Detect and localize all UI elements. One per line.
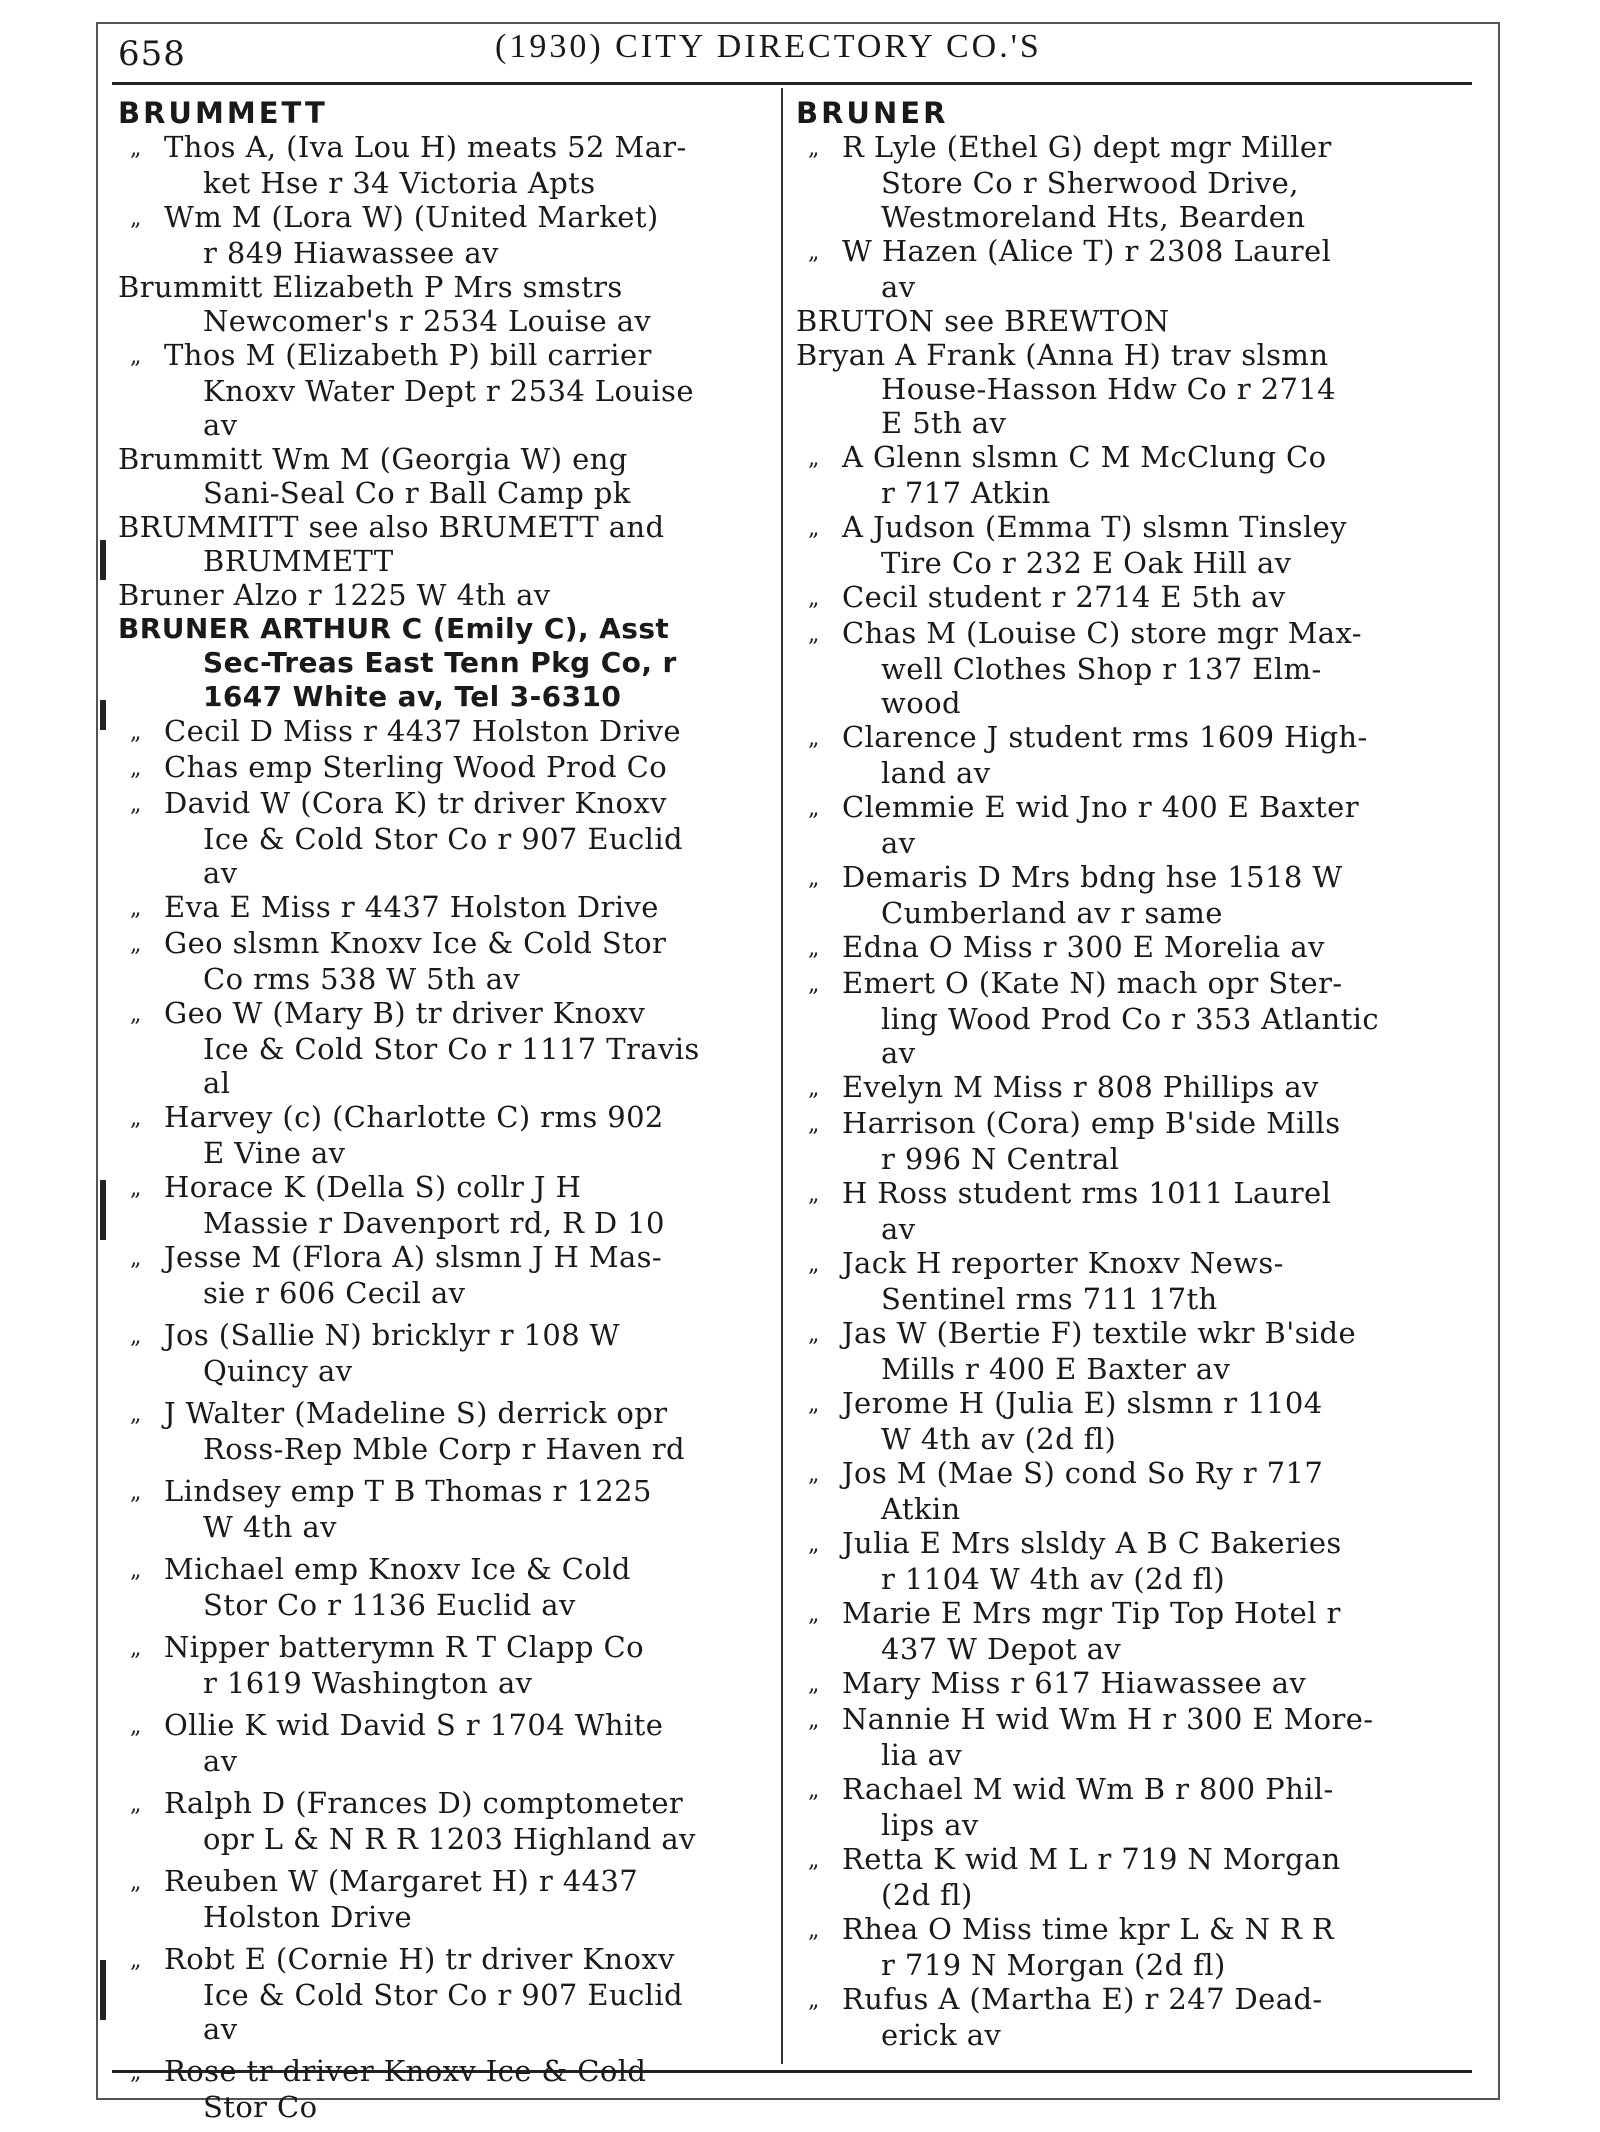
entry-continuation: Ice & Cold Stor Co r 907 Euclid — [203, 822, 683, 856]
entry-line: „ R Lyle (Ethel G) dept mgr Miller — [808, 130, 1332, 164]
directory-entry — [796, 1596, 1456, 1666]
entry-line: BRUMMITT see also BRUMETT and — [118, 510, 665, 544]
ditto-mark: „ — [130, 1870, 142, 1895]
directory-entry — [796, 860, 1456, 930]
entry-gap — [118, 1778, 766, 1786]
directory-entry — [796, 1246, 1456, 1316]
entry-gap — [118, 2124, 766, 2132]
entry-line: „ Jack H reporter Knoxv News- — [808, 1246, 1284, 1280]
directory-entry — [118, 996, 766, 1100]
entry-line: „ Clarence J student rms 1609 High- — [808, 720, 1368, 754]
directory-entry — [118, 1630, 766, 1700]
ditto-mark: „ — [808, 622, 820, 647]
directory-entry — [118, 1240, 766, 1310]
entry-continuation: lips av — [881, 1808, 979, 1842]
margin-mark — [100, 1960, 106, 2020]
entry-gap — [118, 1388, 766, 1396]
entry-continuation: Cumberland av r same — [881, 896, 1223, 930]
ditto-mark: „ — [808, 1602, 820, 1627]
ditto-mark: „ — [130, 1714, 142, 1739]
entry-line: „ Geo W (Mary B) tr driver Knoxv — [130, 996, 646, 1030]
entry-line: Bryan A Frank (Anna H) trav slsmn — [796, 338, 1329, 372]
ditto-mark: „ — [808, 586, 820, 611]
entry-continuation: r 719 N Morgan (2d fl) — [881, 1948, 1226, 1982]
entry-line: „ H Ross student rms 1011 Laurel — [808, 1176, 1332, 1210]
directory-entry — [796, 304, 1456, 338]
entry-continuation: opr L & N R R 1203 Highland av — [203, 1822, 696, 1856]
entry-line: „ Wm M (Lora W) (United Market) — [130, 200, 659, 234]
entry-line: „ Marie E Mrs mgr Tip Top Hotel r — [808, 1596, 1341, 1630]
directory-entry — [118, 130, 766, 200]
entry-continuation: av — [203, 2012, 238, 2046]
entry-continuation: av — [881, 826, 916, 860]
directory-entry — [796, 234, 1456, 304]
entry-continuation: Sec-Treas East Tenn Pkg Co, r — [203, 646, 677, 679]
entry-line: „ J Walter (Madeline S) derrick opr — [130, 1396, 668, 1430]
entry-continuation: Sani-Seal Co r Ball Camp pk — [203, 476, 631, 510]
ditto-mark: „ — [808, 1988, 820, 2013]
entry-continuation: r 1104 W 4th av (2d fl) — [881, 1562, 1226, 1596]
directory-entry — [118, 270, 766, 338]
entry-line: „ Thos M (Elizabeth P) bill carrier — [130, 338, 652, 372]
directory-entry — [796, 790, 1456, 860]
entry-gap — [118, 1622, 766, 1630]
directory-entry — [118, 338, 766, 442]
entry-line: „ Nipper batterymn R T Clapp Co — [130, 1630, 644, 1664]
left-column — [118, 96, 766, 2132]
ditto-mark: „ — [130, 1324, 142, 1349]
ditto-mark: „ — [808, 1112, 820, 1137]
ditto-mark: „ — [808, 1532, 820, 1557]
directory-entry — [118, 1170, 766, 1240]
entry-line: BRUNER ARTHUR C (Emily C), Asst — [118, 612, 670, 645]
column-divider — [781, 88, 783, 2064]
ditto-mark: „ — [130, 896, 142, 921]
entry-line: „ Reuben W (Margaret H) r 4437 — [130, 1864, 639, 1898]
entry-continuation: E Vine av — [203, 1136, 346, 1170]
entry-line: „ Nannie H wid Wm H r 300 E More- — [808, 1702, 1374, 1736]
entry-line: „ Harrison (Cora) emp B'side Mills — [808, 1106, 1341, 1140]
entry-continuation: wood — [881, 686, 961, 720]
ditto-mark: „ — [808, 1322, 820, 1347]
ditto-mark: „ — [808, 1252, 820, 1277]
entry-line: „ Edna O Miss r 300 E Morelia av — [808, 930, 1325, 964]
directory-entry — [118, 1552, 766, 1622]
directory-entry — [796, 1912, 1456, 1982]
entry-line: „ Michael emp Knoxv Ice & Cold — [130, 1552, 631, 1586]
entry-continuation: Holston Drive — [203, 1900, 413, 1934]
ditto-mark: „ — [808, 936, 820, 961]
entry-line: „ Jos M (Mae S) cond So Ry r 717 — [808, 1456, 1324, 1490]
entry-continuation: House-Hasson Hdw Co r 2714 — [881, 372, 1337, 406]
entry-continuation: lia av — [881, 1738, 963, 1772]
directory-entry — [796, 510, 1456, 580]
ditto-mark: „ — [130, 1792, 142, 1817]
ditto-mark: „ — [130, 1402, 142, 1427]
ditto-mark: „ — [130, 1176, 142, 1201]
entry-continuation: Store Co r Sherwood Drive, — [881, 166, 1299, 200]
entry-line: „ Geo slsmn Knoxv Ice & Cold Stor — [130, 926, 667, 960]
entry-line: Brummitt Elizabeth P Mrs smstrs — [118, 270, 623, 304]
entry-line: „ Demaris D Mrs bdng hse 1518 W — [808, 860, 1343, 894]
directory-entry — [118, 2054, 766, 2124]
directory-entry — [118, 578, 766, 612]
directory-entry — [118, 750, 766, 786]
entry-continuation: W 4th av (2d fl) — [881, 1422, 1117, 1456]
directory-entry — [118, 714, 766, 750]
directory-entry — [118, 1100, 766, 1170]
entry-line: „ Mary Miss r 617 Hiawassee av — [808, 1666, 1307, 1700]
directory-entry — [796, 96, 1456, 130]
entry-line: „ A Glenn slsmn C M McClung Co — [808, 440, 1327, 474]
directory-entry — [796, 1842, 1456, 1912]
directory-entry — [796, 130, 1456, 234]
entry-continuation: ket Hse r 34 Victoria Apts — [203, 166, 596, 200]
entry-continuation: Westmoreland Hts, Bearden — [881, 200, 1306, 234]
entry-line: „ Rachael M wid Wm B r 800 Phil- — [808, 1772, 1334, 1806]
ditto-mark: „ — [130, 756, 142, 781]
entry-line: „ Robt E (Cornie H) tr driver Knoxv — [130, 1942, 675, 1976]
directory-entry — [796, 1106, 1456, 1176]
entry-continuation: av — [881, 270, 916, 304]
directory-entry — [796, 1772, 1456, 1842]
ditto-mark: „ — [130, 1106, 142, 1131]
directory-entry — [796, 1316, 1456, 1386]
entry-line: „ A Judson (Emma T) slsmn Tinsley — [808, 510, 1347, 544]
ditto-mark: „ — [808, 1778, 820, 1803]
entry-continuation: W 4th av — [203, 1510, 337, 1544]
ditto-mark: „ — [808, 516, 820, 541]
entry-gap — [118, 1934, 766, 1942]
entry-gap — [118, 1310, 766, 1318]
entry-line: „ Harvey (c) (Charlotte C) rms 902 — [130, 1100, 664, 1134]
directory-entry — [118, 1318, 766, 1388]
ditto-mark: „ — [808, 1076, 820, 1101]
entry-line: „ Jos (Sallie N) bricklyr r 108 W — [130, 1318, 620, 1352]
entry-line: „ Lindsey emp T B Thomas r 1225 — [130, 1474, 652, 1508]
directory-entry — [796, 1176, 1456, 1246]
entry-line: „ Jesse M (Flora A) slsmn J H Mas- — [130, 1240, 663, 1274]
entry-continuation: av — [203, 1744, 238, 1778]
ditto-mark: „ — [130, 136, 142, 161]
directory-entry — [796, 1456, 1456, 1526]
directory-entry — [796, 1982, 1456, 2052]
entry-line: BRUNER — [796, 96, 949, 130]
directory-entry — [118, 1474, 766, 1544]
ditto-mark: „ — [808, 240, 820, 265]
ditto-mark: „ — [130, 720, 142, 745]
entry-gap — [118, 1856, 766, 1864]
entry-line: Bruner Alzo r 1225 W 4th av — [118, 578, 551, 612]
entry-line: „ Evelyn M Miss r 808 Phillips av — [808, 1070, 1319, 1104]
ditto-mark: „ — [130, 1636, 142, 1661]
margin-mark — [100, 540, 106, 580]
directory-entry — [118, 1396, 766, 1466]
entry-line: „ Clemmie E wid Jno r 400 E Baxter — [808, 790, 1360, 824]
entry-continuation: av — [203, 856, 238, 890]
directory-entry — [118, 786, 766, 890]
ditto-mark: „ — [808, 796, 820, 821]
directory-entry — [796, 1526, 1456, 1596]
ditto-mark: „ — [130, 1948, 142, 1973]
entry-gap — [118, 2046, 766, 2054]
entry-gap — [118, 1700, 766, 1708]
directory-entry — [118, 200, 766, 270]
entry-gap — [118, 1544, 766, 1552]
top-rule — [112, 82, 1472, 85]
entry-continuation: land av — [881, 756, 991, 790]
entry-line: „ Chas emp Sterling Wood Prod Co — [130, 750, 668, 784]
entry-continuation: well Clothes Shop r 137 Elm- — [881, 652, 1322, 686]
entry-continuation: Mills r 400 E Baxter av — [881, 1352, 1231, 1386]
entry-line: „ Ollie K wid David S r 1704 White — [130, 1708, 664, 1742]
ditto-mark: „ — [130, 1558, 142, 1583]
ditto-mark: „ — [130, 2060, 142, 2085]
entry-line: „ Emert O (Kate N) mach opr Ster- — [808, 966, 1343, 1000]
entry-line: „ Rose tr driver Knoxv Ice & Cold — [130, 2054, 647, 2088]
margin-mark — [100, 1180, 106, 1240]
entry-continuation: r 1619 Washington av — [203, 1666, 533, 1700]
entry-continuation: Atkin — [881, 1492, 961, 1526]
directory-entry — [118, 1942, 766, 2046]
entry-line: „ Thos A, (Iva Lou H) meats 52 Mar- — [130, 130, 687, 164]
entry-continuation: av — [203, 408, 238, 442]
entry-line: „ Julia E Mrs slsldy A B C Bakeries — [808, 1526, 1342, 1560]
entry-line: „ Cecil D Miss r 4437 Holston Drive — [130, 714, 681, 748]
entry-continuation: av — [881, 1212, 916, 1246]
entry-continuation: Newcomer's r 2534 Louise av — [203, 304, 652, 338]
ditto-mark: „ — [808, 1672, 820, 1697]
entry-line: „ Retta K wid M L r 719 N Morgan — [808, 1842, 1341, 1876]
entry-continuation: av — [881, 1036, 916, 1070]
directory-entry — [796, 616, 1456, 720]
ditto-mark: „ — [130, 792, 142, 817]
entry-continuation: 437 W Depot av — [881, 1632, 1122, 1666]
entry-continuation: E 5th av — [881, 406, 1007, 440]
margin-mark — [100, 700, 106, 730]
ditto-mark: „ — [808, 1392, 820, 1417]
directory-entry — [118, 510, 766, 578]
entry-line: „ Chas M (Louise C) store mgr Max- — [808, 616, 1362, 650]
entry-line: Brummitt Wm M (Georgia W) eng — [118, 442, 628, 476]
entry-line: „ Horace K (Della S) collr J H — [130, 1170, 582, 1204]
entry-line: „ Eva E Miss r 4437 Holston Drive — [130, 890, 659, 924]
directory-entry — [796, 930, 1456, 966]
entry-continuation: Stor Co r 1136 Euclid av — [203, 1588, 576, 1622]
ditto-mark: „ — [808, 136, 820, 161]
directory-entry — [796, 338, 1456, 440]
right-column — [796, 96, 1456, 2052]
directory-entry — [796, 966, 1456, 1070]
entry-line: „ Jerome H (Julia E) slsmn r 1104 — [808, 1386, 1323, 1420]
entry-continuation: Sentinel rms 711 17th — [881, 1282, 1218, 1316]
directory-entry — [796, 1666, 1456, 1702]
entry-line: „ W Hazen (Alice T) r 2308 Laurel — [808, 234, 1332, 268]
ditto-mark: „ — [808, 1462, 820, 1487]
ditto-mark: „ — [808, 1918, 820, 1943]
entry-continuation: Stor Co — [203, 2090, 318, 2124]
entry-continuation: 1647 White av, Tel 3-6310 — [203, 680, 622, 713]
directory-entry — [796, 1070, 1456, 1106]
ditto-mark: „ — [130, 1002, 142, 1027]
directory-entry — [118, 1864, 766, 1934]
ditto-mark: „ — [808, 1182, 820, 1207]
entry-line: „ Rhea O Miss time kpr L & N R R — [808, 1912, 1335, 1946]
entry-continuation: Ice & Cold Stor Co r 907 Euclid — [203, 1978, 683, 2012]
entry-continuation: BRUMMETT — [203, 544, 394, 578]
entry-continuation: r 849 Hiawassee av — [203, 236, 499, 270]
entry-continuation: ling Wood Prod Co r 353 Atlantic — [881, 1002, 1379, 1036]
directory-entry — [796, 1702, 1456, 1772]
entry-line: „ Ralph D (Frances D) comptometer — [130, 1786, 684, 1820]
directory-entry — [118, 96, 766, 130]
directory-entry — [118, 890, 766, 926]
entry-continuation: Massie r Davenport rd, R D 10 — [203, 1206, 665, 1240]
entry-continuation: Ice & Cold Stor Co r 1117 Travis — [203, 1032, 700, 1066]
entry-line: „ David W (Cora K) tr driver Knoxv — [130, 786, 667, 820]
directory-entry — [118, 1708, 766, 1778]
ditto-mark: „ — [808, 866, 820, 891]
entry-continuation: Ross-Rep Mble Corp r Haven rd — [203, 1432, 685, 1466]
directory-entry — [118, 926, 766, 996]
directory-entry — [796, 1386, 1456, 1456]
directory-entry — [796, 720, 1456, 790]
ditto-mark: „ — [808, 446, 820, 471]
ditto-mark: „ — [808, 972, 820, 997]
ditto-mark: „ — [130, 1246, 142, 1271]
entry-line: „ Rufus A (Martha E) r 247 Dead- — [808, 1982, 1323, 2016]
entry-line: „ Cecil student r 2714 E 5th av — [808, 580, 1286, 614]
directory-entry — [118, 612, 766, 714]
directory-entry — [796, 440, 1456, 510]
directory-entry — [796, 580, 1456, 616]
entry-continuation: Knoxv Water Dept r 2534 Louise — [203, 374, 694, 408]
running-head: (1930) CITY DIRECTORY CO.'S — [495, 28, 1042, 65]
ditto-mark: „ — [130, 932, 142, 957]
entry-line: BRUTON see BREWTON — [796, 304, 1170, 338]
entry-continuation: Quincy av — [203, 1354, 353, 1388]
entry-continuation: sie r 606 Cecil av — [203, 1276, 466, 1310]
entry-continuation: r 996 N Central — [881, 1142, 1120, 1176]
ditto-mark: „ — [130, 206, 142, 231]
entry-line: „ Jas W (Bertie F) textile wkr B'side — [808, 1316, 1357, 1350]
ditto-mark: „ — [130, 344, 142, 369]
entry-continuation: erick av — [881, 2018, 1002, 2052]
ditto-mark: „ — [808, 1848, 820, 1873]
page-number: 658 — [118, 34, 186, 74]
ditto-mark: „ — [808, 726, 820, 751]
ditto-mark: „ — [808, 1708, 820, 1733]
entry-continuation: r 717 Atkin — [881, 476, 1051, 510]
entry-continuation: Tire Co r 232 E Oak Hill av — [881, 546, 1292, 580]
ditto-mark: „ — [130, 1480, 142, 1505]
entry-continuation: (2d fl) — [881, 1878, 973, 1912]
entry-gap — [118, 1466, 766, 1474]
entry-continuation: Co rms 538 W 5th av — [203, 962, 521, 996]
directory-entry — [118, 1786, 766, 1856]
directory-entry — [118, 442, 766, 510]
entry-line: BRUMMETT — [118, 96, 328, 130]
entry-continuation: al — [203, 1066, 231, 1100]
